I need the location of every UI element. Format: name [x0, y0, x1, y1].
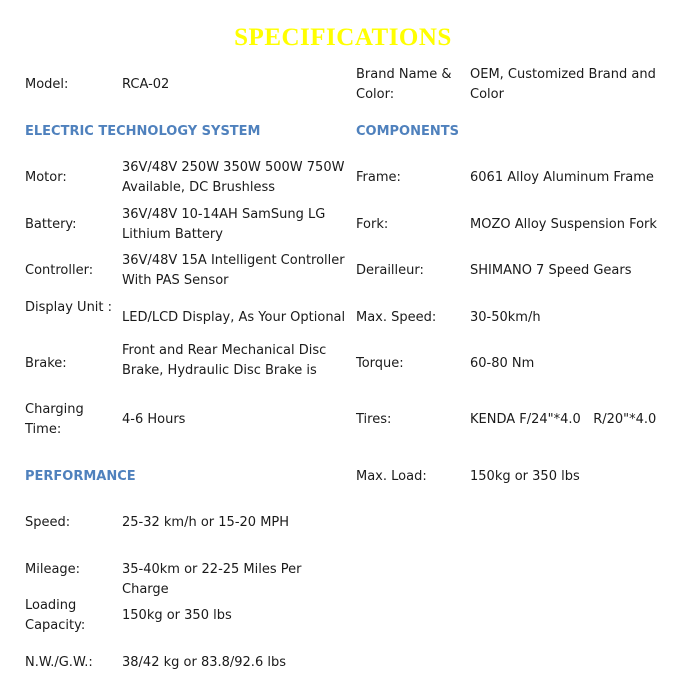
model-label: Model:: [25, 77, 69, 92]
max-speed-value: 30-50km/h: [470, 310, 541, 325]
brand-label: Brand Name & Color:: [356, 67, 452, 102]
derailleur-label: Derailleur:: [356, 263, 424, 278]
battery-value: 36V/48V 10-14AH SamSung LG Lithium Battery: [122, 207, 326, 242]
charging-time-value: 4-6 Hours: [122, 412, 186, 427]
derailleur-value: SHIMANO 7 Speed Gears: [470, 263, 632, 278]
model-value: RCA-02: [122, 77, 170, 92]
motor-value: 36V/48V 250W 350W 500W 750W Available, DC Brushless: [122, 160, 345, 195]
loading-capacity-value: 150kg or 350 lbs: [122, 608, 232, 623]
max-speed-label: Max. Speed:: [356, 310, 437, 325]
fork-label: Fork:: [356, 217, 389, 232]
speed-label: Speed:: [25, 515, 71, 530]
speed-value: 25-32 km/h or 15-20 MPH: [122, 515, 290, 530]
brake-value: Front and Rear Mechanical Disc Brake, Hydraulic Disc Brake is: [122, 343, 327, 378]
motor-label: Motor:: [25, 170, 67, 185]
fork-value: MOZO Alloy Suspension Fork: [470, 217, 657, 232]
mileage-label: Mileage:: [25, 562, 81, 577]
tires-value: KENDA F/24"*4.0 R/20"*4.0: [470, 412, 657, 427]
battery-label: Battery:: [25, 217, 77, 232]
frame-label: Frame:: [356, 170, 401, 185]
section-heading-electric: ELECTRIC TECHNOLOGY SYSTEM: [25, 124, 261, 139]
controller-value: 36V/48V 15A Intelligent Controller With PAS Sensor: [122, 253, 345, 288]
torque-label: Torque:: [356, 356, 404, 371]
section-heading-performance: PERFORMANCE: [25, 469, 136, 484]
max-load-value: 150kg or 350 lbs: [470, 469, 580, 484]
page-title: SPECIFICATIONS: [234, 24, 452, 51]
section-heading-components: COMPONENTS: [356, 124, 459, 139]
display-unit-value: LED/LCD Display, As Your Optional: [122, 310, 346, 325]
brake-label: Brake:: [25, 356, 67, 371]
tires-label: Tires:: [356, 412, 392, 427]
frame-value: 6061 Alloy Aluminum Frame: [470, 170, 654, 185]
brand-value: OEM, Customized Brand and Color: [470, 67, 656, 102]
controller-label: Controller:: [25, 263, 94, 278]
mileage-value: 35-40km or 22-25 Miles Per Charge: [122, 562, 302, 597]
display-unit-label: Display Unit :: [25, 300, 113, 315]
loading-capacity-label: Loading Capacity:: [25, 598, 86, 633]
torque-value: 60-80 Nm: [470, 356, 535, 371]
charging-time-label: Charging Time:: [25, 402, 84, 437]
max-load-label: Max. Load:: [356, 469, 427, 484]
weight-label: N.W./G.W.:: [25, 655, 93, 670]
weight-value: 38/42 kg or 83.8/92.6 lbs: [122, 655, 286, 670]
